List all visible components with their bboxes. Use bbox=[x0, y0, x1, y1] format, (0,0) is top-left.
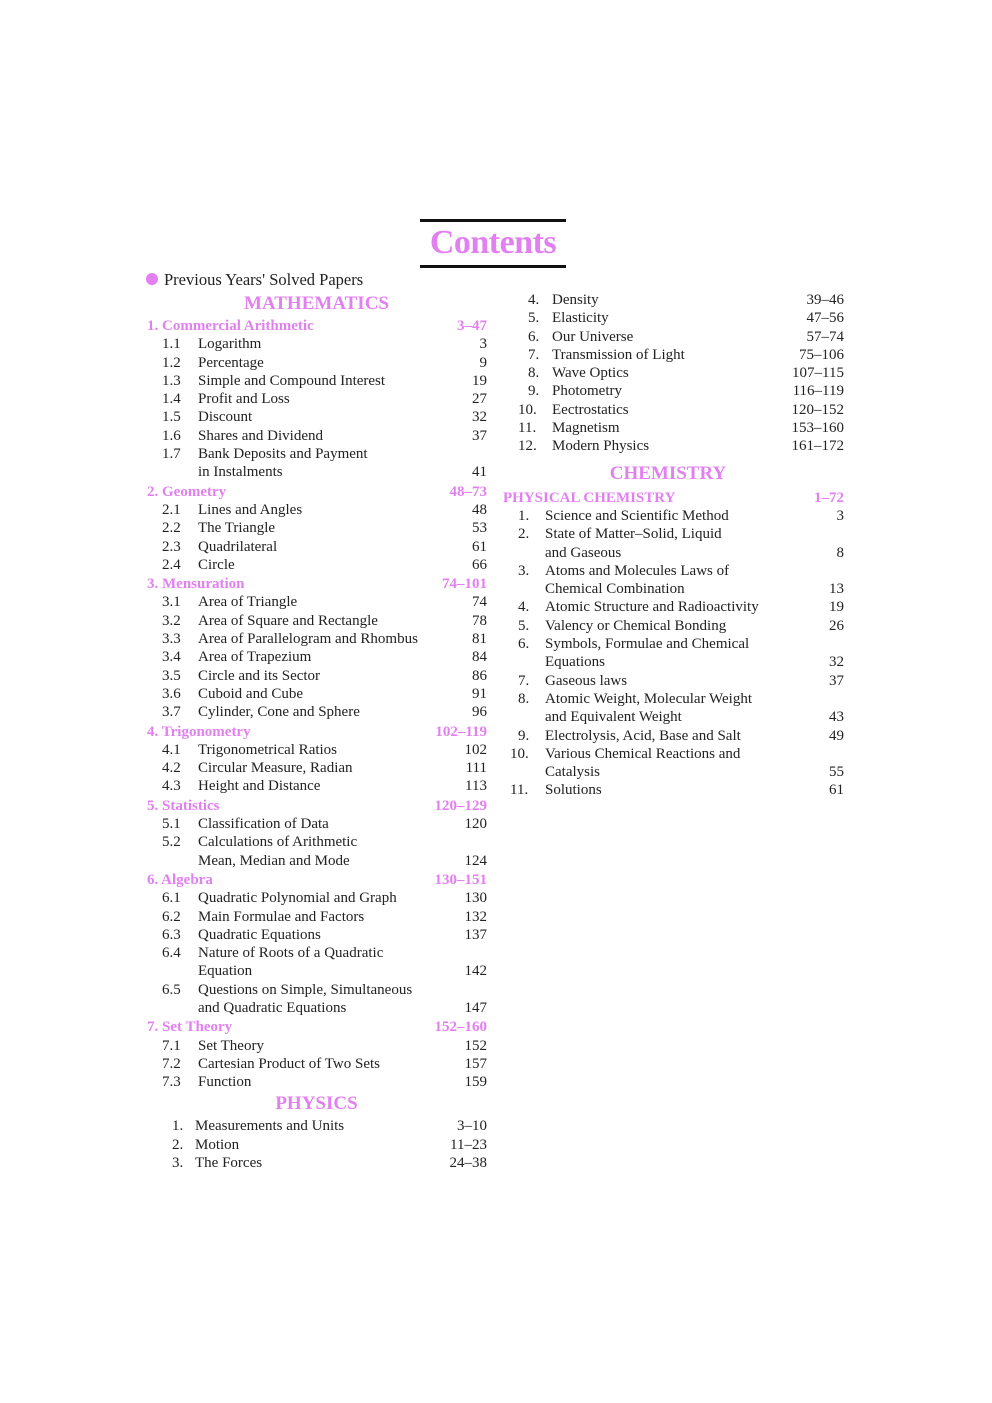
entry-title: Elasticity bbox=[552, 310, 609, 327]
entry-title: Quadratic Equations bbox=[198, 926, 321, 943]
toc-row bbox=[146, 354, 487, 372]
toc-row bbox=[502, 653, 844, 671]
entry-number: 6. bbox=[518, 636, 530, 653]
entry-number: 4.2 bbox=[162, 760, 181, 777]
entry-page: 147 bbox=[464, 999, 487, 1016]
entry-page: 120–152 bbox=[791, 401, 844, 418]
toc-row bbox=[502, 419, 844, 437]
toc-row bbox=[146, 538, 487, 556]
entry-title: Equation bbox=[198, 963, 253, 980]
entry-number: 11. bbox=[518, 420, 537, 437]
toc-row bbox=[502, 507, 844, 525]
entry-page: 53 bbox=[472, 520, 487, 537]
entry-page: 74 bbox=[472, 594, 487, 611]
entry-page: 32 bbox=[472, 409, 487, 426]
entry-page: 61 bbox=[829, 782, 844, 799]
toc-row bbox=[146, 463, 487, 481]
toc-row bbox=[146, 519, 487, 537]
entry-title: Electrolysis, Acid, Base and Salt bbox=[545, 727, 741, 744]
chapter-title: 6. Algebra bbox=[147, 871, 213, 888]
entry-title: Cartesian Product of Two Sets bbox=[198, 1055, 380, 1072]
entry-title: Shares and Dividend bbox=[198, 427, 323, 444]
toc-row bbox=[146, 390, 487, 408]
chapter-title: 1. Commercial Arithmetic bbox=[147, 318, 314, 334]
entry-number: 2. bbox=[518, 526, 530, 543]
toc-row bbox=[146, 815, 487, 833]
entry-title: Transmission of Light bbox=[552, 346, 685, 363]
entry-title: Nature of Roots of a Quadratic bbox=[198, 945, 384, 962]
entry-title: Measurements and Units bbox=[195, 1118, 345, 1135]
entry-title: The Triangle bbox=[198, 520, 276, 537]
entry-title: Valency or Chemical Bonding bbox=[545, 617, 727, 634]
entry-title: Discount bbox=[198, 409, 253, 426]
entry-page: 32 bbox=[829, 654, 844, 671]
entry-number: 2.4 bbox=[162, 556, 181, 573]
previous-papers-label: Previous Years' Solved Papers bbox=[164, 270, 364, 289]
toc-row bbox=[146, 962, 487, 980]
entry-title: Cylinder, Cone and Sphere bbox=[198, 704, 360, 721]
entry-title: and Quadratic Equations bbox=[198, 999, 347, 1016]
entry-title: Profit and Loss bbox=[198, 391, 290, 408]
entry-number: 1.2 bbox=[162, 354, 181, 371]
entry-title: Equations bbox=[545, 654, 605, 671]
toc-row bbox=[146, 926, 487, 944]
entry-title: Density bbox=[552, 292, 599, 308]
entry-page: 132 bbox=[464, 908, 487, 925]
entry-page: 152 bbox=[464, 1037, 487, 1054]
toc-row bbox=[146, 667, 487, 685]
entry-number: 6.2 bbox=[162, 908, 181, 925]
entry-title: Motion bbox=[195, 1136, 240, 1153]
entry-number: 4.1 bbox=[162, 741, 181, 758]
chapter-page-range: 130–151 bbox=[434, 871, 487, 888]
entry-title: Circle bbox=[198, 556, 235, 573]
entry-title: Area of Square and Rectangle bbox=[198, 612, 378, 629]
entry-number: 7.2 bbox=[162, 1055, 181, 1072]
bullet-dot-icon bbox=[146, 273, 158, 285]
entry-page: 66 bbox=[472, 556, 487, 573]
entry-page: 39–46 bbox=[806, 292, 844, 308]
toc-row bbox=[502, 598, 844, 616]
entry-title: Trigonometrical Ratios bbox=[198, 741, 338, 758]
entry-title: Quadratic Polynomial and Graph bbox=[198, 890, 397, 907]
entry-number: 7. bbox=[528, 346, 540, 363]
entry-title: Magnetism bbox=[552, 420, 620, 437]
entry-title: in Instalments bbox=[198, 464, 283, 481]
entry-page: 137 bbox=[464, 926, 487, 943]
section-heading bbox=[502, 489, 844, 507]
entry-page: 124 bbox=[464, 852, 487, 869]
toc-row bbox=[502, 690, 844, 708]
toc-row bbox=[502, 708, 844, 726]
entry-title: Quadrilateral bbox=[198, 538, 278, 555]
entry-page: 13 bbox=[829, 581, 844, 598]
entry-number: 5. bbox=[528, 310, 540, 327]
entry-number: 7. bbox=[518, 672, 530, 689]
toc-row bbox=[146, 372, 487, 390]
entry-number: 2.1 bbox=[162, 501, 181, 518]
entry-number: 1.6 bbox=[162, 427, 181, 444]
entry-title: Questions on Simple, Simultaneous bbox=[198, 981, 413, 998]
toc-row bbox=[146, 833, 487, 851]
entry-title: Height and Distance bbox=[198, 778, 321, 795]
entry-number: 3.3 bbox=[162, 631, 181, 648]
toc-row bbox=[146, 741, 487, 759]
entry-number: 1.1 bbox=[162, 336, 181, 353]
entry-page: 3–10 bbox=[457, 1118, 487, 1135]
entry-page: 41 bbox=[472, 464, 487, 481]
toc-row bbox=[146, 408, 487, 426]
entry-page: 49 bbox=[829, 727, 844, 744]
entry-title: Set Theory bbox=[198, 1037, 264, 1054]
entry-title: and Gaseous bbox=[545, 544, 622, 561]
chapter-heading bbox=[146, 483, 487, 501]
entry-title: Bank Deposits and Payment bbox=[198, 446, 368, 463]
toc-row bbox=[502, 382, 844, 400]
toc-row bbox=[146, 981, 487, 999]
entry-number: 6.1 bbox=[162, 890, 181, 907]
toc-row bbox=[502, 635, 844, 653]
entry-page: 43 bbox=[829, 709, 844, 726]
entry-title: Calculations of Arithmetic bbox=[198, 834, 358, 851]
entry-number: 5.1 bbox=[162, 816, 181, 833]
toc-row bbox=[146, 1055, 487, 1073]
entry-page: 48 bbox=[472, 501, 487, 518]
entry-title: Function bbox=[198, 1074, 252, 1091]
entry-page: 111 bbox=[465, 760, 487, 777]
entry-page: 3 bbox=[479, 336, 487, 353]
entry-title: Eectrostatics bbox=[552, 401, 629, 418]
toc-row bbox=[146, 759, 487, 777]
entry-page: 3 bbox=[836, 507, 844, 524]
entry-page: 142 bbox=[464, 963, 487, 980]
entry-title: Atomic Structure and Radioactivity bbox=[545, 599, 759, 616]
toc-row bbox=[146, 1073, 487, 1091]
entry-page: 26 bbox=[829, 617, 844, 634]
toc-row bbox=[146, 889, 487, 907]
entry-title: Lines and Angles bbox=[198, 501, 303, 518]
entry-page: 55 bbox=[829, 764, 844, 781]
entry-title: Cuboid and Cube bbox=[198, 685, 303, 702]
entry-title: Area of Triangle bbox=[198, 594, 298, 611]
entry-page: 157 bbox=[464, 1055, 487, 1072]
toc-row bbox=[146, 1117, 487, 1135]
toc-left-column bbox=[146, 291, 487, 1172]
entry-number: 3.5 bbox=[162, 667, 181, 684]
chapter-heading bbox=[146, 1018, 487, 1036]
entry-page: 37 bbox=[829, 672, 844, 689]
entry-title: Circle and its Sector bbox=[198, 667, 321, 684]
toc-row bbox=[502, 364, 844, 382]
entry-page: 61 bbox=[472, 538, 487, 555]
entry-title: State of Matter–Solid, Liquid bbox=[545, 526, 722, 543]
toc-row bbox=[146, 593, 487, 611]
entry-page: 8 bbox=[836, 544, 844, 561]
entry-page: 37 bbox=[472, 427, 487, 444]
entry-page: 161–172 bbox=[791, 438, 844, 455]
toc-row bbox=[146, 1037, 487, 1055]
toc-row bbox=[502, 672, 844, 690]
toc-row bbox=[502, 580, 844, 598]
previous-papers-heading bbox=[146, 270, 363, 290]
entry-title: Symbols, Formulae and Chemical bbox=[545, 636, 750, 653]
entry-title: Modern Physics bbox=[552, 438, 650, 455]
chapter-title: 2. Geometry bbox=[147, 483, 227, 500]
entry-page: 47–56 bbox=[806, 310, 844, 327]
entry-number: 2. bbox=[172, 1136, 184, 1153]
entry-number: 12. bbox=[518, 438, 537, 455]
chapter-heading bbox=[146, 871, 487, 889]
entry-title: Circular Measure, Radian bbox=[198, 760, 353, 777]
toc-row bbox=[146, 445, 487, 463]
entry-number: 1.7 bbox=[162, 446, 181, 463]
entry-number: 3.6 bbox=[162, 685, 181, 702]
subject-heading: PHYSICS bbox=[275, 1093, 358, 1115]
entry-page: 120 bbox=[464, 816, 487, 833]
entry-title: Science and Scientific Method bbox=[545, 507, 729, 524]
entry-title: Logarithm bbox=[198, 336, 262, 353]
toc-row bbox=[146, 999, 487, 1017]
entry-number: 9. bbox=[528, 383, 540, 400]
entry-title: Various Chemical Reactions and bbox=[545, 745, 741, 762]
entry-number: 10. bbox=[518, 401, 537, 418]
toc-row bbox=[502, 401, 844, 419]
entry-number: 9. bbox=[518, 727, 530, 744]
entry-title: Photometry bbox=[552, 383, 622, 400]
toc-row bbox=[502, 745, 844, 763]
entry-page: 81 bbox=[472, 631, 487, 648]
entry-number: 1. bbox=[518, 507, 530, 524]
entry-page: 9 bbox=[479, 354, 487, 371]
entry-page: 19 bbox=[472, 372, 487, 389]
toc-row bbox=[502, 781, 844, 799]
entry-number: 8. bbox=[518, 690, 530, 707]
chapter-heading bbox=[146, 575, 487, 593]
toc-row bbox=[146, 335, 487, 353]
entry-title: and Equivalent Weight bbox=[545, 709, 682, 726]
entry-title: Simple and Compound Interest bbox=[198, 372, 386, 389]
entry-number: 3. bbox=[518, 562, 530, 579]
toc-row bbox=[146, 777, 487, 795]
entry-number: 4.3 bbox=[162, 778, 181, 795]
entry-title: Solutions bbox=[545, 782, 602, 799]
chapter-page-range: 152–160 bbox=[434, 1019, 487, 1036]
entry-page: 91 bbox=[472, 685, 487, 702]
entry-number: 6. bbox=[528, 328, 540, 345]
entry-page: 78 bbox=[472, 612, 487, 629]
entry-number: 8. bbox=[528, 365, 540, 382]
chapter-page-range: 102–119 bbox=[435, 723, 487, 740]
entry-title: Wave Optics bbox=[552, 365, 629, 382]
entry-number: 4. bbox=[518, 599, 530, 616]
toc-row bbox=[502, 525, 844, 543]
entry-title: Percentage bbox=[198, 354, 264, 371]
toc-row bbox=[502, 562, 844, 580]
entry-page: 57–74 bbox=[806, 328, 844, 345]
toc-row bbox=[146, 944, 487, 962]
toc-row bbox=[146, 685, 487, 703]
entry-number: 5. bbox=[518, 617, 530, 634]
toc-row bbox=[502, 291, 844, 309]
entry-page: 113 bbox=[465, 778, 487, 795]
entry-number: 3.1 bbox=[162, 594, 181, 611]
toc-row bbox=[146, 908, 487, 926]
chapter-title: 4. Trigonometry bbox=[147, 723, 251, 740]
entry-number: 7.3 bbox=[162, 1074, 181, 1091]
toc-row bbox=[502, 328, 844, 346]
chapter-page-range: 1–72 bbox=[814, 489, 844, 506]
entry-title: Our Universe bbox=[552, 328, 634, 345]
chapter-title: 5. Statistics bbox=[147, 797, 220, 814]
chapter-title: PHYSICAL CHEMISTRY bbox=[503, 489, 676, 506]
entry-number: 3.2 bbox=[162, 612, 181, 629]
entry-number: 1.3 bbox=[162, 372, 181, 389]
chapter-heading bbox=[146, 723, 487, 741]
entry-number: 6.4 bbox=[162, 945, 181, 962]
entry-number: 10. bbox=[510, 745, 529, 762]
entry-number: 3.7 bbox=[162, 704, 181, 721]
entry-number: 2.3 bbox=[162, 538, 181, 555]
chapter-page-range: 48–73 bbox=[449, 483, 487, 500]
entry-page: 159 bbox=[464, 1074, 487, 1091]
entry-title: Catalysis bbox=[545, 764, 600, 781]
entry-number: 3.4 bbox=[162, 649, 181, 666]
entry-number: 2.2 bbox=[162, 520, 181, 537]
toc-row bbox=[502, 346, 844, 364]
entry-page: 11–23 bbox=[450, 1136, 487, 1153]
chapter-page-range: 120–129 bbox=[434, 797, 487, 814]
toc-row bbox=[502, 763, 844, 781]
toc-row bbox=[146, 501, 487, 519]
subject-heading: CHEMISTRY bbox=[609, 462, 727, 484]
entry-number: 11. bbox=[510, 782, 529, 799]
entry-page: 27 bbox=[472, 391, 487, 408]
title-rule-bottom bbox=[420, 265, 566, 268]
entry-number: 1.5 bbox=[162, 409, 181, 426]
chapter-title: 7. Set Theory bbox=[147, 1019, 233, 1036]
toc-row bbox=[502, 727, 844, 745]
toc-row bbox=[146, 648, 487, 666]
entry-number: 3. bbox=[172, 1155, 184, 1172]
entry-page: 130 bbox=[464, 890, 487, 907]
chapter-heading bbox=[146, 317, 487, 335]
entry-number: 1. bbox=[172, 1118, 184, 1135]
entry-title: Main Formulae and Factors bbox=[198, 908, 365, 925]
entry-page: 19 bbox=[829, 599, 844, 616]
entry-page: 24–38 bbox=[449, 1155, 487, 1172]
entry-title: Area of Parallelogram and Rhombus bbox=[198, 631, 418, 648]
toc-row bbox=[146, 612, 487, 630]
toc-row bbox=[502, 617, 844, 635]
toc-right-column bbox=[502, 291, 844, 800]
toc-row bbox=[146, 852, 487, 870]
entry-page: 102 bbox=[464, 741, 487, 758]
toc-row bbox=[146, 1136, 487, 1154]
chapter-title: 3. Mensuration bbox=[147, 576, 245, 593]
toc-row bbox=[502, 309, 844, 327]
entry-title: Atomic Weight, Molecular Weight bbox=[545, 690, 752, 707]
subject-heading: MATHEMATICS bbox=[244, 293, 389, 314]
entry-title: Gaseous laws bbox=[545, 672, 628, 689]
toc-row bbox=[146, 703, 487, 721]
toc-row bbox=[502, 437, 844, 455]
entry-number: 4. bbox=[528, 292, 540, 308]
toc-row bbox=[146, 427, 487, 445]
entry-page: 75–106 bbox=[799, 346, 844, 363]
entry-number: 5.2 bbox=[162, 834, 181, 851]
chapter-page-range: 74–101 bbox=[442, 576, 487, 593]
chapter-page-range: 3–47 bbox=[457, 318, 487, 334]
entry-page: 116–119 bbox=[792, 383, 844, 400]
entry-title: Chemical Combination bbox=[545, 581, 685, 598]
toc-row bbox=[146, 630, 487, 648]
entry-title: Mean, Median and Mode bbox=[198, 852, 350, 869]
toc-row bbox=[146, 556, 487, 574]
page-title: Contents bbox=[429, 224, 557, 261]
entry-page: 107–115 bbox=[792, 365, 844, 382]
entry-title: Atoms and Molecules Laws of bbox=[545, 562, 730, 579]
entry-page: 84 bbox=[472, 649, 487, 666]
entry-title: Area of Trapezium bbox=[198, 649, 312, 666]
chapter-heading bbox=[146, 797, 487, 815]
entry-number: 6.3 bbox=[162, 926, 181, 943]
entry-number: 7.1 bbox=[162, 1037, 181, 1054]
entry-page: 96 bbox=[472, 704, 487, 721]
entry-number: 6.5 bbox=[162, 981, 181, 998]
toc-row bbox=[502, 544, 844, 562]
entry-title: The Forces bbox=[195, 1155, 263, 1172]
entry-page: 86 bbox=[472, 667, 487, 684]
entry-page: 153–160 bbox=[791, 420, 844, 437]
entry-number: 1.4 bbox=[162, 391, 181, 408]
entry-title: Classification of Data bbox=[198, 816, 329, 833]
toc-row bbox=[146, 1154, 487, 1172]
